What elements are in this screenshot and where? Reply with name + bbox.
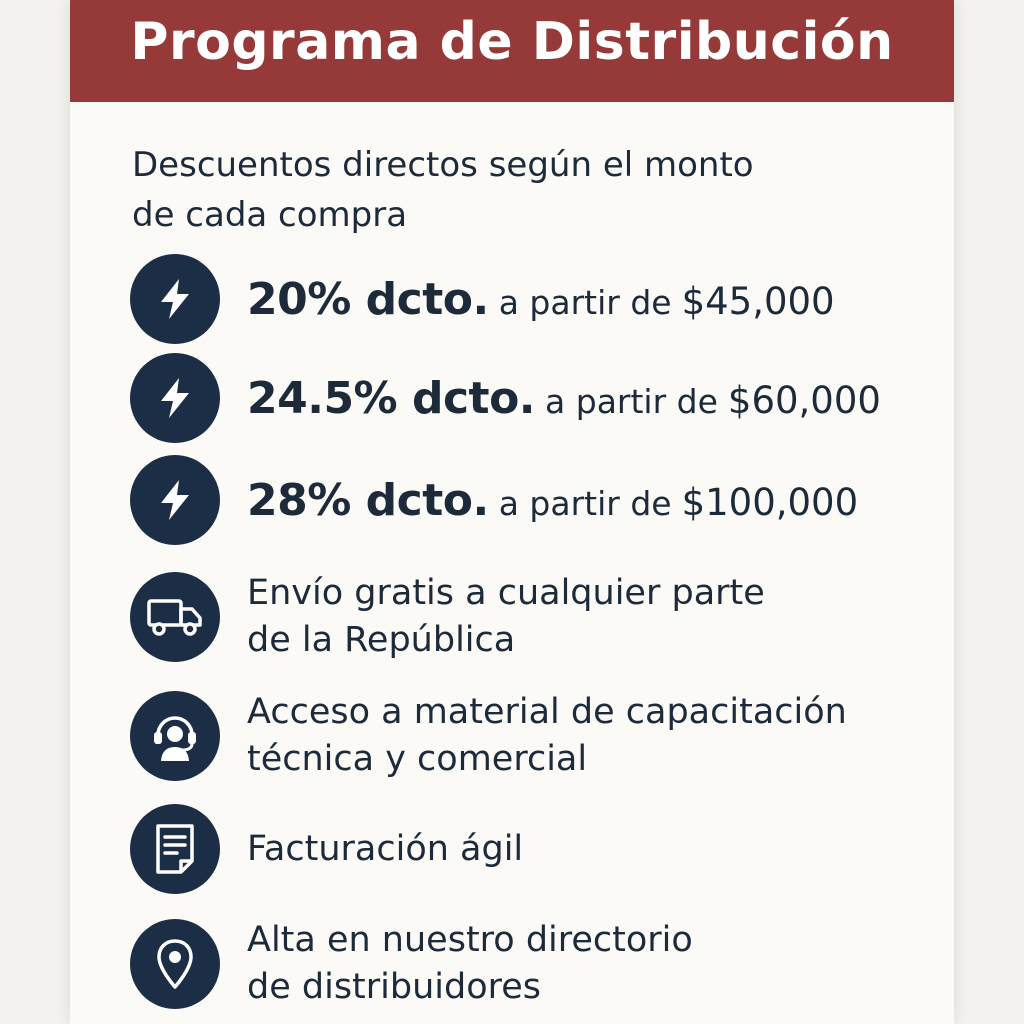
location-pin-icon [130, 919, 220, 1009]
discount-text [247, 274, 835, 325]
lightning-bolt-icon [130, 455, 220, 545]
benefit-row-shipping [130, 570, 765, 664]
benefit-line-1: Acceso a material de capacitación [247, 692, 847, 732]
lightning-bolt-icon [130, 254, 220, 344]
discount-row-2 [130, 353, 881, 443]
page-title: Programa de Distribución [130, 12, 894, 72]
subtitle-line-1: Descuentos directos según el monto [132, 145, 754, 185]
truck-icon [130, 572, 220, 662]
discount-label: a partir de [545, 381, 718, 421]
discount-percent: 20% dcto. [247, 273, 489, 325]
benefit-row-directory [130, 917, 693, 1011]
discount-row-3 [130, 455, 858, 545]
headset-support-icon [130, 691, 220, 781]
benefit-text [247, 917, 693, 1011]
benefit-text [247, 826, 523, 873]
benefit-text [247, 570, 765, 664]
discount-label: a partir de [498, 282, 672, 322]
discount-text [247, 373, 881, 424]
benefit-row-invoicing [130, 804, 523, 894]
discount-amount: $45,000 [681, 279, 835, 323]
discount-label: a partir de [498, 483, 672, 523]
benefit-line-1: Alta en nuestro directorio [247, 920, 693, 960]
discount-percent: 24.5% dcto. [247, 372, 536, 424]
benefit-line-1: Envío gratis a cualquier parte [247, 573, 765, 613]
benefit-line-2: técnica y comercial [247, 739, 588, 779]
benefit-text [247, 689, 847, 783]
title-banner [70, 0, 954, 102]
discount-amount: $100,000 [681, 480, 859, 524]
subtitle-line-2: de cada compra [132, 195, 408, 235]
benefit-line-1: Facturación ágil [247, 828, 524, 869]
program-card [70, 0, 954, 1024]
lightning-bolt-icon [130, 353, 220, 443]
discount-row-1 [130, 254, 835, 344]
benefit-line-2: de distribuidores [247, 967, 542, 1007]
benefit-line-2: de la República [247, 620, 516, 660]
discount-text [247, 475, 858, 526]
subtitle [132, 140, 892, 240]
benefit-row-training [130, 689, 847, 783]
invoice-document-icon [130, 804, 220, 894]
discount-amount: $60,000 [727, 378, 881, 422]
discount-percent: 28% dcto. [247, 474, 489, 526]
